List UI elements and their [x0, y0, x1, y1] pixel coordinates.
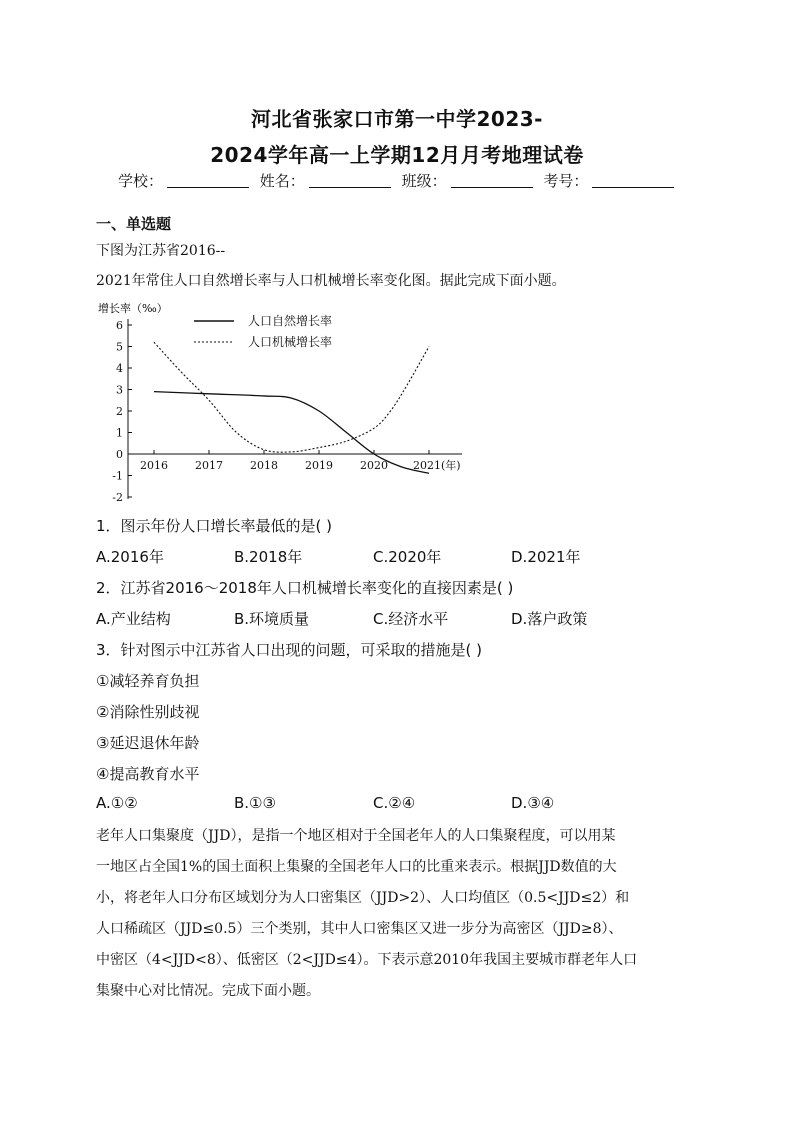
q1-option-b[interactable]: B.2018年	[234, 548, 303, 566]
y-tick-label: 6	[116, 319, 123, 332]
q3-option-b[interactable]: B.①③	[234, 794, 276, 812]
q3-item-3: ③延迟退休年龄	[96, 734, 200, 752]
exam-no-label: 考号：	[543, 172, 589, 190]
population-growth-chart	[96, 298, 476, 508]
y-tick-label: 3	[116, 383, 123, 397]
passage-line-3: 小，将老年人口分布区域划分为人口密集区（JJD>2）、人口均值区（0.5<JJD≤2）和	[96, 890, 630, 906]
question-2-stem: 2．江苏省2016～2018年人口机械增长率变化的直接因素是( )	[96, 579, 514, 597]
mechanical-growth-line	[154, 342, 429, 452]
q3-item-2: ②消除性别歧视	[96, 703, 200, 721]
intro-line-2: 2021年常住人口自然增长率与人口机械增长率变化图。据此完成下面小题。	[96, 273, 566, 289]
legend-natural-label: 人口自然增长率	[248, 314, 333, 328]
intro-line-1: 下图为江苏省2016--	[96, 243, 226, 259]
student-info-row	[118, 170, 680, 191]
y-tick-label: 1	[116, 426, 123, 440]
name-blank[interactable]	[309, 173, 391, 188]
x-tick-label: 2019	[305, 459, 333, 472]
title-line-1: 河北省张家口市第一中学2023-	[251, 107, 543, 131]
q2-option-d[interactable]: D.落户政策	[511, 610, 588, 628]
title-line-2: 2024学年高一上学期12月月考地理试卷	[210, 143, 584, 167]
q1-option-a[interactable]: A.2016年	[96, 548, 164, 566]
q2-option-c[interactable]: C.经济水平	[373, 610, 449, 628]
name-label: 姓名：	[259, 172, 305, 190]
q3-option-d[interactable]: D.③④	[511, 794, 555, 812]
class-blank[interactable]	[451, 173, 533, 188]
question-3-stem: 3．针对图示中江苏省人口出现的问题，可采取的措施是( )	[96, 641, 483, 659]
y-tick-label: 4	[116, 362, 123, 375]
q3-option-a[interactable]: A.①②	[96, 794, 138, 812]
school-blank[interactable]	[167, 173, 249, 188]
y-tick-label: -2	[112, 491, 123, 504]
school-label: 学校：	[118, 172, 164, 190]
x-tick-label: 2020	[360, 459, 388, 472]
section-title: 一、单选题	[96, 215, 172, 233]
legend-mechanical-label: 人口机械增长率	[248, 335, 333, 349]
x-tick-label: 2017	[195, 459, 223, 472]
q2-option-b[interactable]: B.环境质量	[234, 610, 310, 628]
q1-option-d[interactable]: D.2021年	[511, 548, 581, 566]
q3-option-c[interactable]: C.②④	[373, 794, 416, 812]
passage-line-5: 中密区（4<JJD<8）、低密区（2<JJD≤4）。下表示意2010年我国主要城市群老年人口	[96, 952, 638, 968]
passage-line-6: 集聚中心对比情况。完成下面小题。	[96, 983, 320, 999]
passage-line-1: 老年人口集聚度（JJD），是指一个地区相对于全国老年人的人口集聚程度，可以用某	[96, 828, 616, 844]
q2-option-a[interactable]: A.产业结构	[96, 610, 171, 628]
y-tick-label: -1	[112, 469, 123, 483]
question-1-stem: 1．图示年份人口增长率最低的是( )	[96, 517, 333, 535]
x-tick-label: 2018	[250, 459, 278, 472]
passage-line-4: 人口稀疏区（JJD≤0.5）三个类别，其中人口密集区又进一步分为高密区（JJD≥8）、	[96, 921, 623, 937]
q1-option-c[interactable]: C.2020年	[373, 548, 442, 566]
passage-line-2: 一地区占全国1%的国土面积上集聚的全国老年人口的比重来表示。根据JJD数值的大	[96, 859, 617, 875]
x-tick-label: 2016	[140, 459, 168, 472]
y-axis-label: 增长率（‰）	[98, 302, 168, 315]
x-tick-label: 2021(年)	[413, 459, 461, 472]
q3-item-1: ①减轻养育负担	[96, 672, 200, 690]
y-tick-label: 0	[116, 448, 123, 461]
exam-no-blank[interactable]	[592, 173, 674, 188]
class-label: 班级：	[401, 172, 447, 190]
y-tick-label: 5	[116, 340, 123, 354]
y-tick-label: 2	[116, 405, 123, 418]
q3-item-4: ④提高教育水平	[96, 765, 200, 783]
